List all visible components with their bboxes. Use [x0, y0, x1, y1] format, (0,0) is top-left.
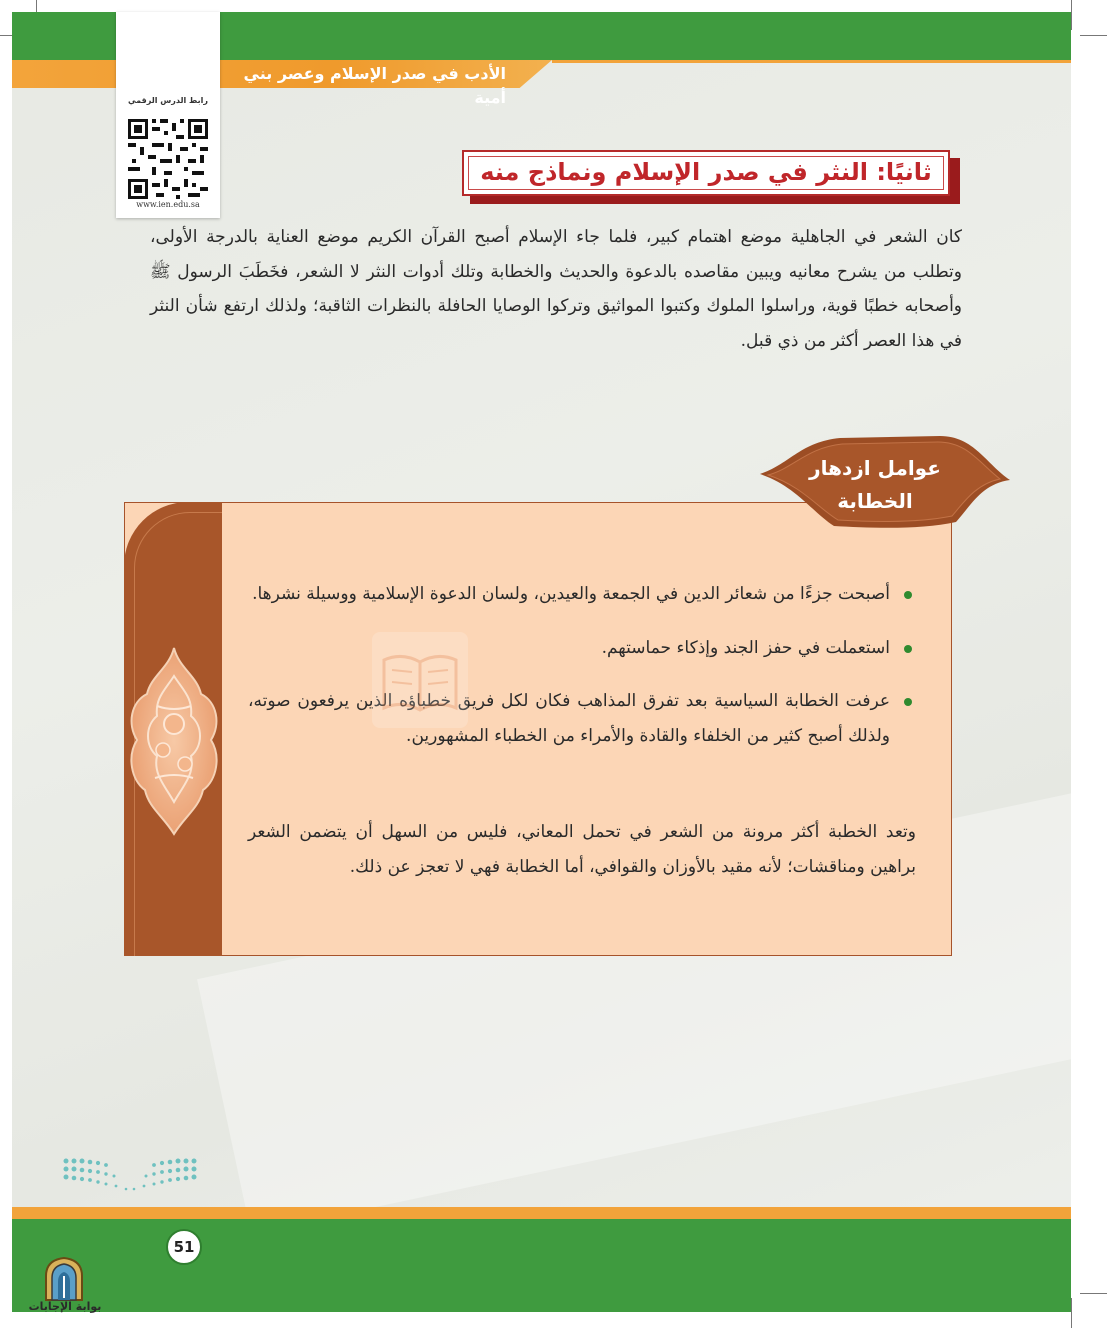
- bullet-icon: [904, 591, 912, 599]
- page-number: 51: [166, 1229, 202, 1265]
- panel-heading: [800, 452, 950, 518]
- digital-lesson-card[interactable]: [116, 12, 220, 218]
- section-title-frame: [462, 150, 950, 196]
- factors-list: [248, 577, 920, 772]
- list-item-text: أصبحت جزءًا من شعائر الدين في الجمعة والعيدين، ولسان الدعوة الإسلامية ووسيلة نشرها.: [252, 584, 890, 604]
- top-orange-line: [552, 60, 1071, 63]
- bullet-icon: [904, 698, 912, 706]
- book-watermark-icon: [370, 630, 470, 730]
- crop-mark: [1080, 1293, 1107, 1294]
- bottom-orange-band: [12, 1207, 1071, 1219]
- section-title: ثانيًا: النثر في صدر الإسلام ونماذج منه: [480, 158, 932, 186]
- qr-code-icon[interactable]: [126, 110, 210, 208]
- list-item: [248, 684, 920, 753]
- crop-mark: [1071, 1298, 1072, 1328]
- qr-caption: رابط الدرس الرقمي: [128, 96, 208, 105]
- crop-mark: [1071, 0, 1072, 30]
- floral-ornament-icon: [127, 646, 221, 836]
- answers-portal-label[interactable]: بوابة الإجابات: [28, 1300, 102, 1313]
- list-item-text: عرفت الخطابة السياسية بعد تفرق المذاهب فكان لكل فريق خطباؤه الذين يرفعون صوته، ولذلك أصبح كثير من الخلفاء والقادة والأمراء من الخطباء المشهورين.: [248, 691, 890, 746]
- unit-breadcrumb: الأدب في صدر الإسلام وعصر بني أمية: [243, 64, 506, 107]
- list-item: [248, 577, 920, 612]
- bullet-icon: [904, 645, 912, 653]
- intro-paragraph: كان الشعر في الجاهلية موضع اهتمام كبير، فلما جاء الإسلام أصبح القرآن الكريم موضع العناية بالدرجة الأولى، وتطلب من يشرح معانيه ويبين مقاصده بالدعوة والحديث والخطابة وتلك أدوات النثر لا الشعر، فخَطَبَ الرسول ﷺ وأصحابه خطبًا قوية، وراسلوا الملوك وكتبوا المواثيق وتركوا الوصايا الحافلة بالنظرات الثاقبة؛ ولذلك ارتفع شأن النثر في هذا العصر أكثر من ذي قبل.: [150, 227, 962, 351]
- list-item: [248, 631, 920, 666]
- answers-portal-logo[interactable]: [42, 1256, 86, 1302]
- panel-heading-line1: عوامل ازدهار: [809, 456, 941, 480]
- qr-url[interactable]: www.ien.edu.sa: [136, 200, 200, 209]
- panel-heading-line2: الخطابة: [837, 489, 913, 513]
- closing-paragraph: وتعد الخطبة أكثر مرونة من الشعر في تحمل المعاني، فليس من السهل أن يتضمن الشعر براهين ومناقشات؛ لأنه مقيد بالأوزان والقوافي، أما الخطابة فهي لا تعجز عن ذلك.: [248, 822, 916, 877]
- crop-mark: [1080, 35, 1107, 36]
- vision-dots-logo: [60, 1155, 200, 1199]
- list-item-text: استعملت في حفز الجند وإذكاء حماستهم.: [601, 637, 890, 658]
